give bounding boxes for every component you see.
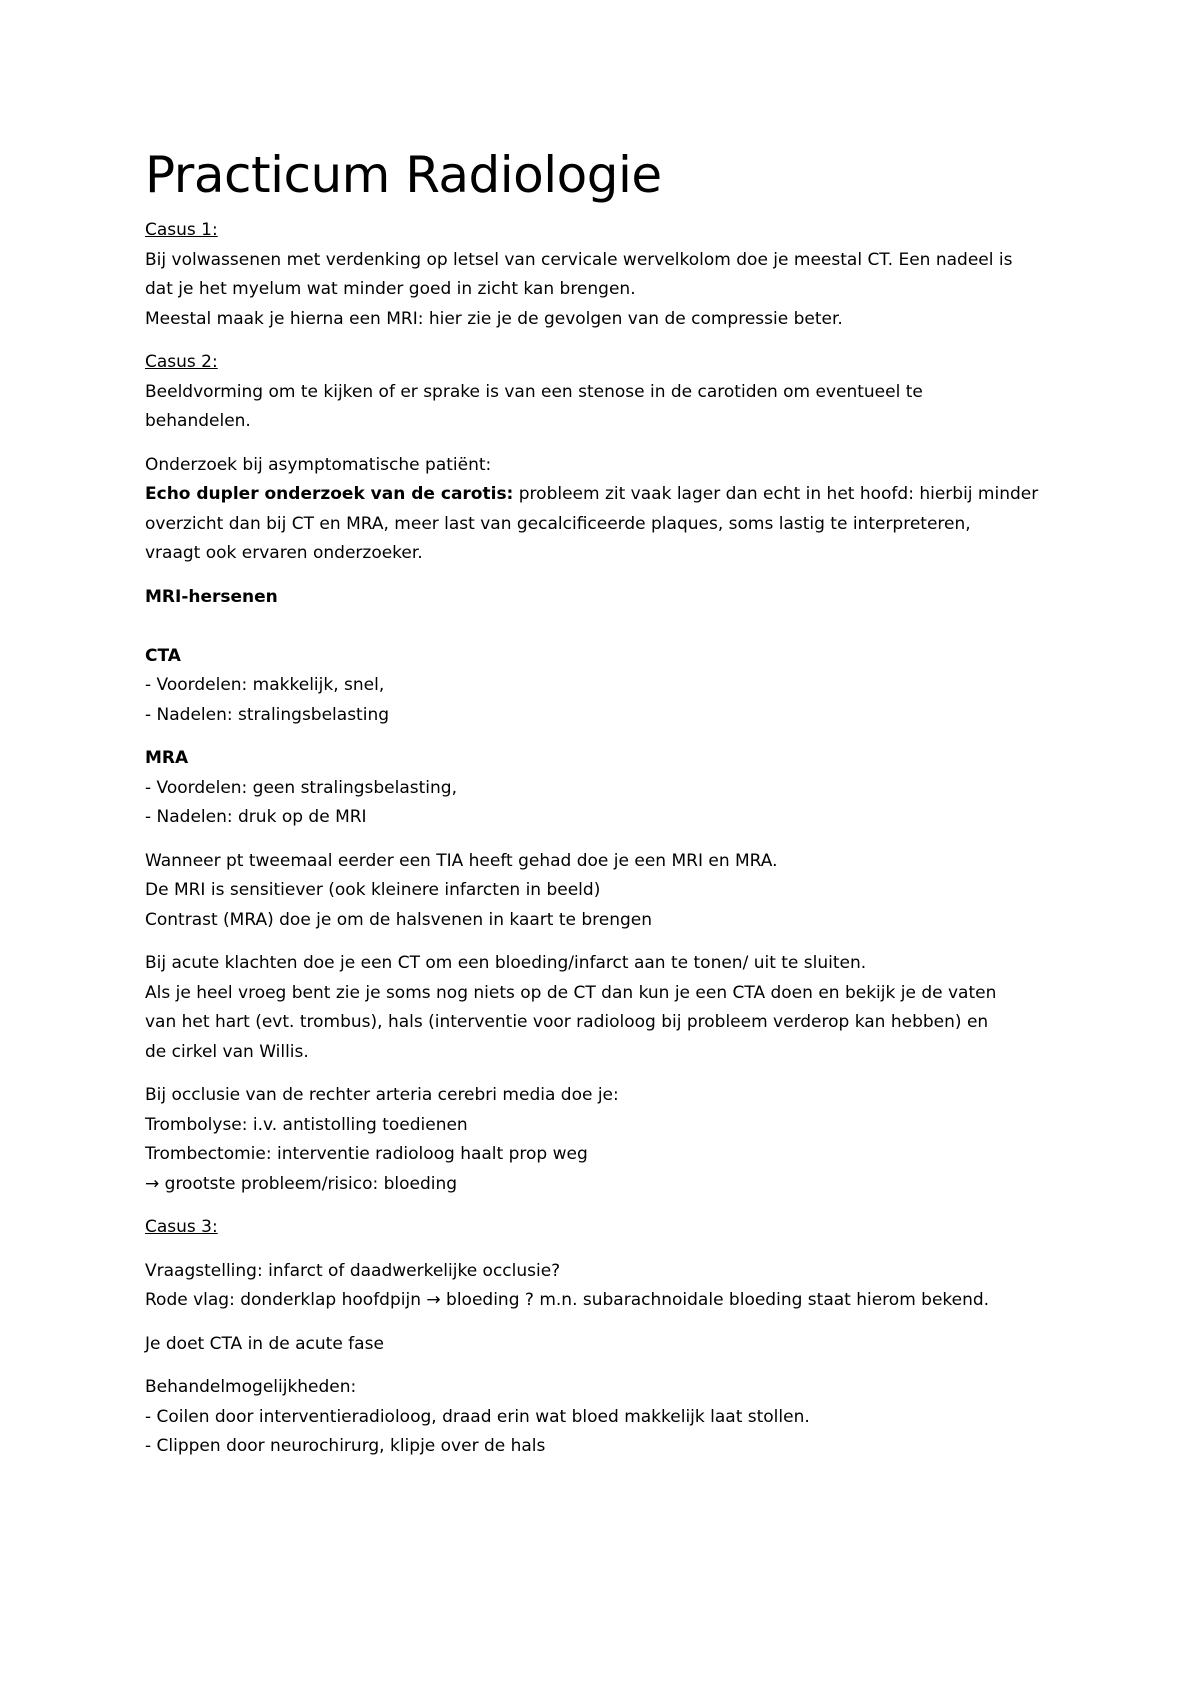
- acute-line: Als je heel vroeg bent zie je soms nog niets op de CT dan kun je een CTA doen en bekijk je de vaten: [145, 982, 997, 1003]
- question-line: Vraagstelling: infarct of daadwerkelijke occlusie?: [145, 1260, 561, 1281]
- echo-line: overzicht dan bij CT en MRA, meer last van gecalcificeerde plaques, soms lastig te interpreteren,: [145, 513, 971, 534]
- document-body: [145, 216, 1075, 1462]
- risk-text: grootste probleem/risico: bloeding: [159, 1173, 458, 1194]
- casus-1-line: Bij volwassenen met verdenking op letsel van cervicale wervelkolom doe je meestal CT. Een nadeel is: [145, 249, 1013, 270]
- mra-item: - Voordelen: geen stralingsbelasting,: [145, 777, 457, 798]
- casus-2-intro-line: Beeldvorming om te kijken of er sprake is van een stenose in de carotiden om eventueel te: [145, 381, 923, 402]
- echo-line: [145, 480, 1075, 510]
- acute-line: van het hart (evt. trombus), hals (interventie voor radioloog bij probleem verderop kan hebben) en: [145, 1012, 989, 1032]
- risk-line: [145, 1170, 1075, 1200]
- casus-2-intro-section: [145, 348, 1075, 437]
- treatment-label: Behandelmogelijkheden:: [145, 1377, 357, 1397]
- tia-line: Wanneer pt tweemaal eerder een TIA heeft gehad doe je een MRI en MRA.: [145, 850, 778, 871]
- treatment-item: - Clippen door neurochirurg, klipje over de hals: [145, 1436, 546, 1456]
- tia-line: Contrast (MRA) doe je om de halsvenen in kaart te brengen: [145, 909, 653, 930]
- casus-2-intro-line: behandelen.: [145, 411, 251, 431]
- echo-term: Echo dupler onderzoek van de carotis:: [145, 484, 514, 504]
- occlusion-line: Bij occlusie van de rechter arteria cerebri media doe je:: [145, 1085, 619, 1105]
- cta-heading: CTA: [145, 645, 181, 666]
- mra-section: [145, 744, 1075, 833]
- acute-line: de cirkel van Willis.: [145, 1041, 309, 1062]
- acute-line: Bij acute klachten doe je een CT om een bloeding/infarct aan te tonen/ uit te sluiten.: [145, 953, 867, 973]
- treatment-section: [145, 1373, 1075, 1462]
- red-flag-text: Rode vlag: donderklap hoofdpijn: [145, 1290, 427, 1310]
- tia-section: [145, 847, 1075, 936]
- tia-line: De MRI is sensitiever (ook kleinere infarcten in beeld): [145, 880, 601, 900]
- occlusion-section: [145, 1081, 1075, 1199]
- casus-1-section: [145, 216, 1075, 334]
- mri-section: [145, 583, 1075, 731]
- right-arrow-icon: →: [426, 1290, 441, 1310]
- echo-line: vraagt ook ervaren onderzoeker.: [145, 543, 423, 563]
- occlusion-line: Trombolyse: i.v. antistolling toedienen: [145, 1114, 468, 1135]
- echo-description: probleem zit vaak lager dan echt in het hoofd: hierbij minder: [513, 484, 1039, 504]
- casus-2-heading: Casus 2:: [145, 352, 218, 372]
- casus-1-heading: Casus 1:: [145, 220, 218, 240]
- cta-acute-line: Je doet CTA in de acute fase: [145, 1333, 384, 1354]
- right-arrow-icon: →: [145, 1173, 160, 1194]
- asymptomatic-label: Onderzoek bij asymptomatische patiënt:: [145, 454, 492, 475]
- treatment-item: - Coilen door interventieradioloog, draad erin wat bloed makkelijk laat stollen.: [145, 1406, 810, 1427]
- casus-3-heading: Casus 3:: [145, 1217, 218, 1237]
- acute-section: [145, 949, 1075, 1067]
- occlusion-line: Trombectomie: interventie radioloog haalt prop weg: [145, 1144, 588, 1164]
- cta-item: - Voordelen: makkelijk, snel,: [145, 675, 385, 695]
- asymptomatic-section: [145, 451, 1075, 569]
- casus-3-heading-section: [145, 1213, 1075, 1243]
- red-flag-consequence: bloeding ? m.n. subarachnoidale bloeding staat hierom bekend.: [440, 1290, 990, 1310]
- question-section: [145, 1257, 1075, 1316]
- cta-item: - Nadelen: stralingsbelasting: [145, 704, 390, 725]
- casus-1-line: Meestal maak je hierna een MRI: hier zie je de gevolgen van de compressie beter.: [145, 308, 843, 329]
- casus-1-line: dat je het myelum wat minder goed in zicht kan brengen.: [145, 279, 636, 299]
- red-flag-line: [145, 1286, 1075, 1316]
- blank-line: [145, 612, 1075, 642]
- document-title: Practicum Radiologie: [145, 146, 662, 204]
- mri-heading: MRI-hersenen: [145, 586, 278, 607]
- mra-heading: MRA: [145, 748, 189, 768]
- mra-item: - Nadelen: druk op de MRI: [145, 807, 367, 827]
- cta-acute-section: [145, 1330, 1075, 1360]
